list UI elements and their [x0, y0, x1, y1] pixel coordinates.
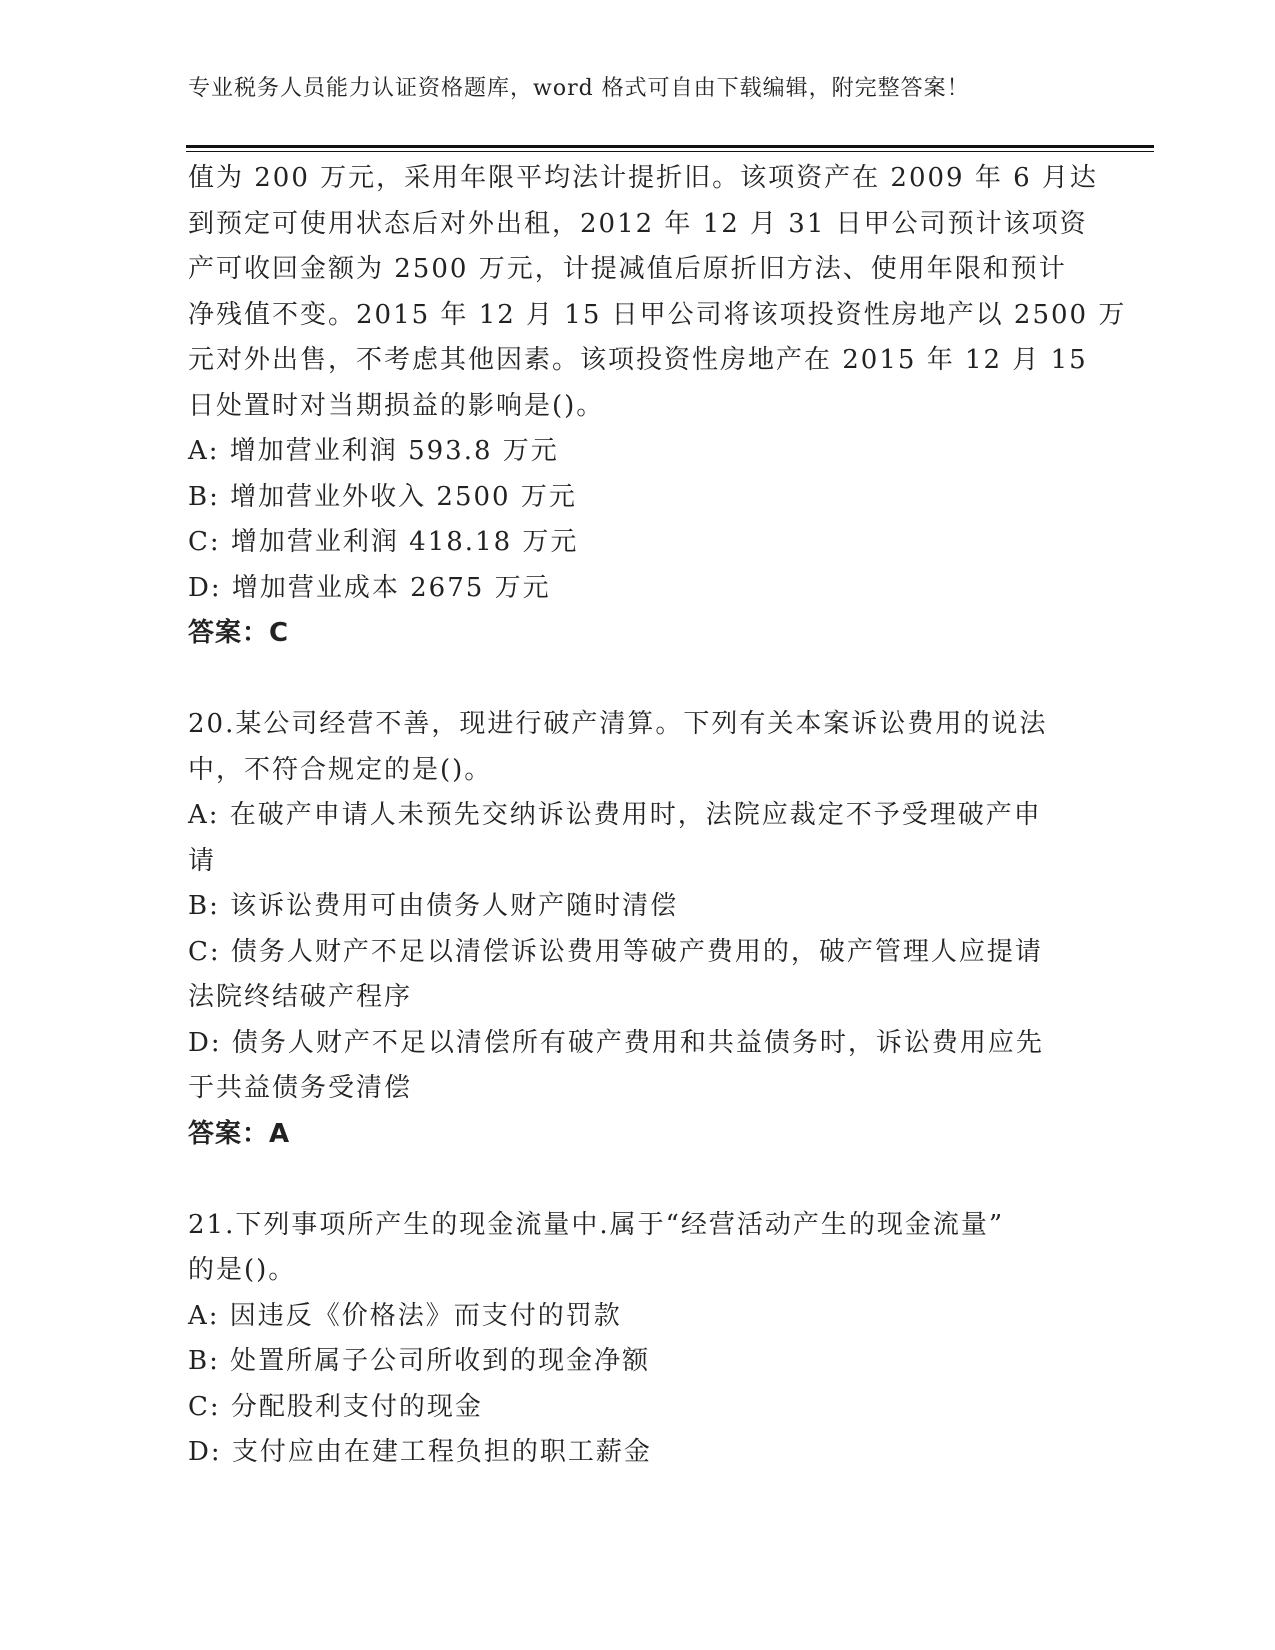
question-20-option-c-continued: 法院终结破产程序 — [188, 982, 413, 1012]
question-21-stem-line: 21.下列事项所产生的现金流量中.属于“经营活动产生的现金流量” — [188, 1209, 1005, 1240]
question-19 — [188, 156, 1127, 657]
question-20-stem-line: 中，不符合规定的是()。 — [188, 754, 493, 785]
question-20-stem-line: 20.某公司经营不善，现进行破产清算。下列有关本案诉讼费用的说法 — [188, 709, 1048, 739]
question-20-option-a: A: 在破产申请人未预先交纳诉讼费用时，法院应裁定不予受理破产申 — [188, 800, 1042, 830]
question-21-option-a: A: 因违反《价格法》而支付的罚款 — [188, 1300, 622, 1331]
question-21-option-b: B: 处置所属子公司所收到的现金净额 — [188, 1346, 651, 1376]
question-19-option-d: D: 增加营业成本 2675 万元 — [188, 572, 551, 603]
page-header-title: 专业税务人员能力认证资格题库，word 格式可自由下载编辑，附完整答案！ — [188, 76, 970, 101]
question-19-stem-line: 净残值不变。2015 年 12 月 15 日甲公司将该项投资性房地产以 2500 万 — [188, 299, 1127, 330]
question-21-option-d: D: 支付应由在建工程负担的职工薪金 — [188, 1437, 652, 1467]
question-19-stem-line: 元对外出售，不考虑其他因素。该项投资性房地产在 2015 年 12 月 15 — [188, 345, 1088, 375]
question-spacer — [188, 1157, 1088, 1203]
question-19-stem-line: 日处置时对当期损益的影响是()。 — [188, 390, 605, 421]
question-20-option-b: B: 该诉讼费用可由债务人财产随时清偿 — [188, 891, 679, 921]
question-21-stem-line: 的是()。 — [188, 1255, 297, 1285]
question-19-option-b: B: 增加营业外收入 2500 万元 — [188, 481, 577, 512]
question-21 — [188, 1203, 1088, 1476]
header-divider-thick — [186, 145, 1154, 148]
question-20-option-d: D: 债务人财产不足以清偿所有破产费用和共益债务时，诉讼费用应先 — [188, 1027, 1044, 1058]
question-21-option-c: C: 分配股利支付的现金 — [188, 1391, 483, 1422]
question-19-answer: 答案：C — [188, 618, 290, 648]
question-19-option-c: C: 增加营业利润 418.18 万元 — [188, 527, 579, 557]
question-19-stem-line: 值为 200 万元，采用年限平均法计提折旧。该项资产在 2009 年 6 月达 — [188, 163, 1098, 193]
question-spacer — [188, 657, 1088, 703]
question-20 — [188, 702, 1088, 1157]
question-20-option-c: C: 债务人财产不足以清偿诉讼费用等破产费用的，破产管理人应提请 — [188, 936, 1043, 967]
question-20-option-a-continued: 请 — [188, 845, 217, 876]
question-19-option-a: A: 增加营业利润 593.8 万元 — [188, 436, 559, 466]
question-19-stem-line: 到预定可使用状态后对外出租，2012 年 12 月 31 日甲公司预计该项资 — [188, 208, 1088, 239]
question-20-answer: 答案：A — [188, 1118, 291, 1149]
question-20-option-d-continued: 于共益债务受清偿 — [188, 1073, 413, 1103]
header-divider-thin — [186, 151, 1154, 152]
question-content — [188, 156, 1127, 1476]
question-19-stem-line: 产可收回金额为 2500 万元，计提减值后原折旧方法、使用年限和预计 — [188, 254, 1067, 284]
